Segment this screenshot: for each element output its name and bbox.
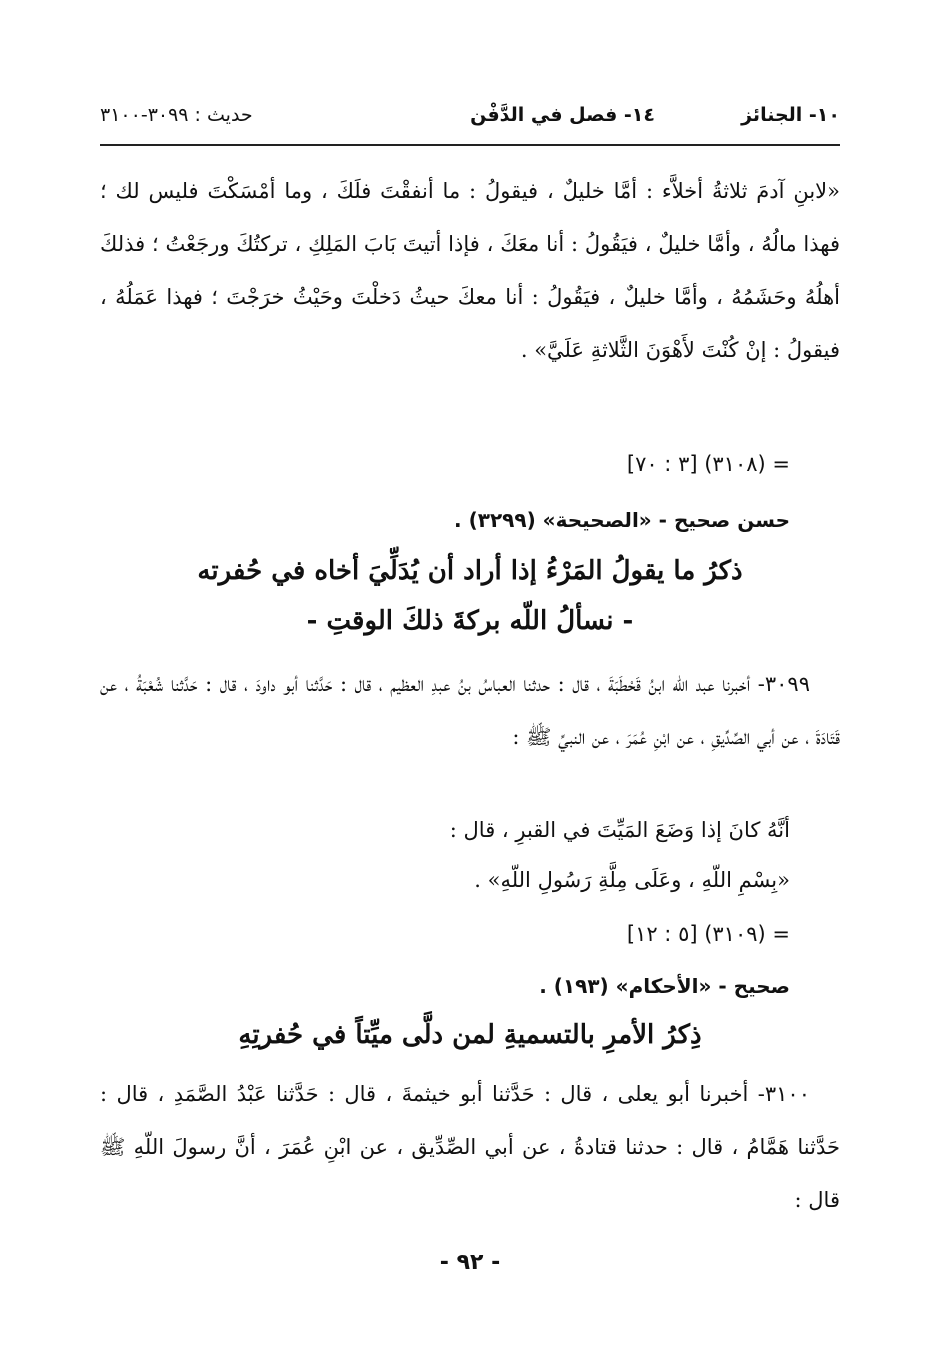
running-header	[100, 104, 840, 140]
section-subheading: - نسألُ اللّه بركةَ ذلكَ الوقتِ -	[306, 606, 634, 636]
section-heading: ذِكرُ الأمرِ بالتسميةِ لمن دلَّى ميِّتاً في حُفرتِهِ	[238, 1020, 702, 1050]
paragraph-hadith-text: «لابنِ آدمَ ثلاثةُ أخلاَّء : أمَّا خليلٌ ، فيقولُ : ما أنفقْتَ فلَكَ ، وما أمْسَكْتَ فليس لك ؛ فهذا مالُهُ ، وأمَّا خليلٌ ، فيَقُولُ : أنا معَكَ ، فإذا أتيتَ بَابَ المَلِكِ ، تركتُكَ ورجَعْتُ ؛ فذلكَ أهلُهُ وحَشَمُهُ ، وأمَّا خليلٌ ، فيَقُولُ : أنا معكَ حيثُ دَخلْتَ وحَيْثُ خرَجْتَ ؛ فهذا عَمَلُهُ ، فيقولُ : إنْ كُنْتَ لأَهْوَنَ الثَّلاثةِ عَلَيَّ» .	[100, 179, 840, 362]
header-section: ١٤- فصل في الدَّفْن	[470, 104, 655, 126]
page-number: - ٩٢ -	[439, 1250, 501, 1275]
section-heading: ذكرُ ما يقولُ المَرْءُ إذا أراد أن يُدَلِّيَ أخاه في حُفرته	[197, 556, 743, 586]
header-hadith-range: حديث : ٣٠٩٩-٣١٠٠	[100, 104, 253, 126]
authenticity-grade: حسن صحيح - «الصحيحة» (٣٢٩٩) .	[454, 508, 790, 532]
hadith-matn-quote: «بِسْمِ اللّهِ ، وعَلَى مِلَّةِ رَسُولِ اللّهِ» .	[474, 868, 790, 892]
document-page	[100, 0, 840, 1370]
header-chapter: ١٠- الجنائز	[741, 104, 840, 126]
hadith-matn-line: أنَّهُ كانَ إذا وَضَعَ المَيِّتَ في القبرِ ، قال :	[449, 818, 790, 842]
header-rule	[100, 144, 840, 146]
hadith-isnad: ٣٠٩٩- أخبرنا عبد اللّه ابنُ قَحْطَبَةَ ، قال : حدثنا العباسُ بنُ عبدِ العظيم ، قال : حَدَّثنا أبو داودَ ، قال : حَدَّثنا شُعْبَةُ ، عن قَتَادَةَ ، عن أبي الصِّدِّيقِ ، عن ابْنِ عُمَرَ ، عن النبيِّ ﷺ :	[100, 672, 840, 749]
authenticity-grade: صحيح - «الأحكام» (١٩٣) .	[539, 974, 790, 998]
cross-reference: = (٣١٠٨) [٣ : ٧٠]	[626, 452, 790, 476]
cross-reference: = (٣١٠٩) [٥ : ١٢]	[626, 922, 790, 946]
hadith-isnad: ٣١٠٠- أخبرنا أبو يعلى ، قال : حَدَّثنا أبو خيثمةَ ، قال : حَدَّثنا عَبْدُ الصَّمَدِ ، قال : حَدَّثنا هَمَّامُ ، قال : حدثنا قتادةُ ، عن أبي الصِّدِّيق ، عن ابْنِ عُمَرَ ، أنَّ رسولَ اللّهِ ﷺ قال :	[100, 1082, 840, 1212]
